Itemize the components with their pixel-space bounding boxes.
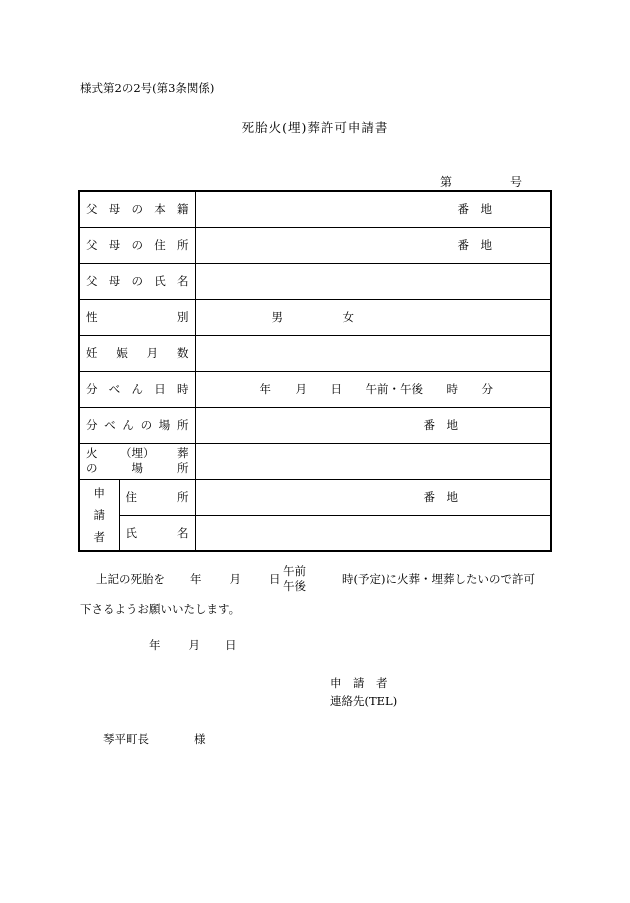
field-kaso-basho[interactable]: [195, 443, 551, 479]
label-shimei: 父 母 の 氏 名: [79, 263, 195, 299]
addressee: 琴平町長 様: [103, 732, 206, 746]
label-seibetsu: 性 別: [79, 299, 195, 335]
document-number: [440, 173, 522, 190]
field-jusho[interactable]: [195, 227, 551, 263]
label-applicant-address: 住 所: [119, 479, 195, 515]
female-option[interactable]: 女: [342, 310, 354, 324]
request-text-line1-post: 時(予定)に火葬・埋葬したいので許可: [342, 572, 535, 586]
doc-number-dai: 第: [440, 175, 453, 189]
label-ninshin: 妊 娠 月 数: [79, 335, 195, 371]
row-honseki: [79, 191, 551, 227]
banchi-label: 番 地: [423, 418, 458, 432]
page-title: 死胎火(埋)葬許可申請書: [241, 120, 389, 135]
field-bunben-basho[interactable]: [195, 407, 551, 443]
label-kaso-basho: 火 （埋） 葬 の 場 所: [79, 443, 195, 479]
doc-number-go: 号: [510, 175, 523, 189]
banchi-label: 番 地: [457, 238, 492, 252]
label-applicant: 申 請 者: [79, 479, 119, 551]
application-table: [78, 190, 552, 552]
male-option[interactable]: 男: [271, 310, 283, 324]
banchi-label: 番 地: [423, 490, 458, 504]
label-bunben-nichiji: 分 べ ん 日 時: [79, 371, 195, 407]
field-bunben-nichiji[interactable]: 年 月 日 午前・午後 時 分: [195, 371, 551, 407]
field-applicant-address[interactable]: [195, 479, 551, 515]
banchi-label: 番 地: [457, 202, 492, 217]
row-jusho: [79, 227, 551, 263]
field-honseki[interactable]: [195, 191, 551, 227]
row-applicant-name: [79, 515, 551, 551]
field-ninshin[interactable]: [195, 335, 551, 371]
form-number: 様式第2の2号(第3条関係): [80, 81, 215, 95]
application-date: 年 月 日: [149, 638, 237, 652]
request-text-line2: 下さるようお願いいたします。: [80, 602, 241, 616]
label-applicant-name: 氏 名: [119, 515, 195, 551]
row-bunben-nichiji: [79, 371, 551, 407]
row-shimei: [79, 263, 551, 299]
ampm-stack: 午前 午後: [283, 564, 306, 593]
row-applicant-address: [79, 479, 551, 515]
field-shimei[interactable]: [195, 263, 551, 299]
request-text-line1: 上記の死胎を 年 月 日: [96, 572, 281, 586]
row-bunben-basho: [79, 407, 551, 443]
field-applicant-name[interactable]: [195, 515, 551, 551]
row-ninshin: [79, 335, 551, 371]
ampm-label: 午前・午後: [365, 382, 423, 396]
label-jusho: 父 母 の 住 所: [79, 227, 195, 263]
label-bunben-basho: 分 べ ん の 場 所: [79, 407, 195, 443]
applicant-signature: 申 請 者: [330, 676, 388, 690]
label-honseki: 父 母 の 本 籍: [79, 191, 195, 227]
row-kaso-basho: [79, 443, 551, 479]
row-seibetsu: [79, 299, 551, 335]
contact-tel: 連絡先(TEL): [330, 694, 398, 708]
field-seibetsu[interactable]: [195, 299, 551, 335]
